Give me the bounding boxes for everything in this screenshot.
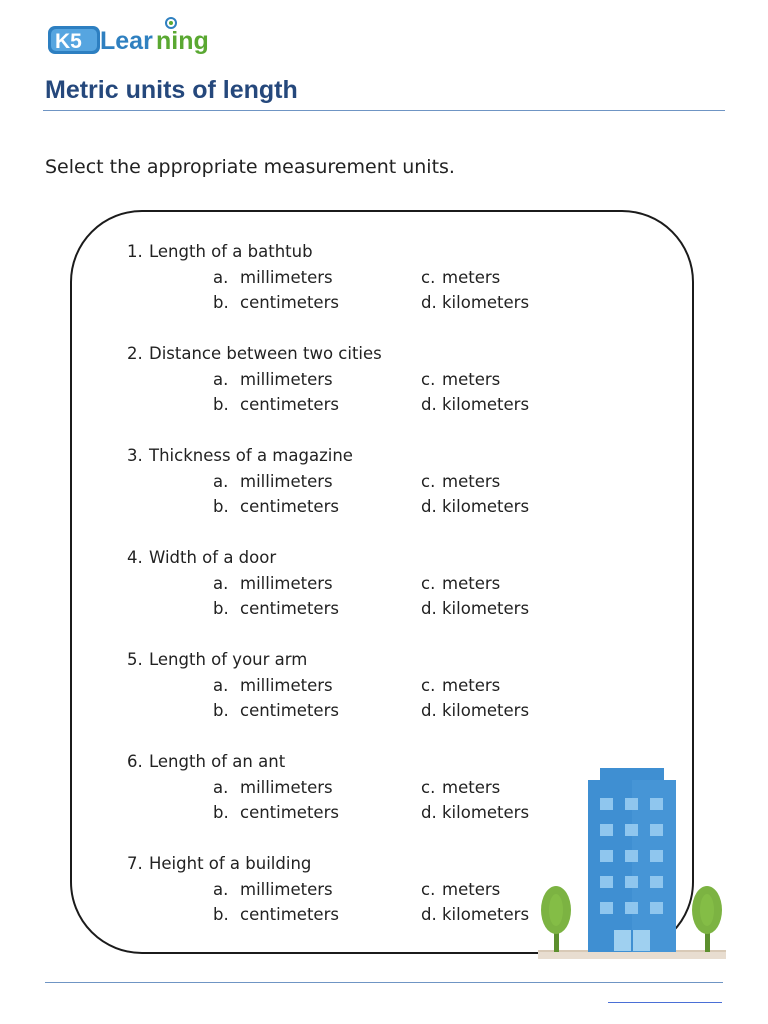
option-text: meters: [442, 472, 501, 491]
option-letter: c.: [421, 778, 436, 797]
option-c: [421, 676, 500, 695]
footer-link-underline[interactable]: [608, 1002, 722, 1003]
option-a: [213, 472, 333, 491]
option-letter: a.: [213, 676, 229, 695]
option-text: meters: [442, 370, 501, 389]
question-prompt: [127, 242, 313, 261]
question-text: Height of a building: [149, 854, 312, 873]
option-c: [421, 574, 500, 593]
option-letter: d.: [421, 293, 437, 312]
option-text: millimeters: [240, 268, 333, 287]
question-prompt: [127, 344, 382, 363]
option-b: [213, 497, 339, 516]
option-text: kilometers: [442, 497, 530, 516]
option-text: kilometers: [442, 803, 530, 822]
question-number: 6.: [127, 752, 143, 771]
option-c: [421, 472, 500, 491]
question-text: Thickness of a magazine: [149, 446, 353, 465]
option-letter: b.: [213, 395, 229, 414]
question-prompt: [127, 854, 311, 873]
option-letter: d.: [421, 905, 437, 924]
question-1: [127, 242, 727, 322]
question-prompt: [127, 752, 285, 771]
option-text: meters: [442, 676, 501, 695]
option-text: millimeters: [240, 676, 333, 695]
question-number: 5.: [127, 650, 143, 669]
option-text: centimeters: [240, 905, 339, 924]
option-text: meters: [442, 880, 501, 899]
building-illustration: [536, 762, 730, 962]
question-prompt: [127, 548, 276, 567]
option-c: [421, 778, 500, 797]
option-letter: c.: [421, 574, 436, 593]
option-letter: d.: [421, 395, 437, 414]
option-text: kilometers: [442, 293, 530, 312]
option-d: [421, 599, 529, 618]
option-letter: b.: [213, 701, 229, 720]
option-b: [213, 803, 339, 822]
option-text: centimeters: [240, 803, 339, 822]
option-letter: a.: [213, 268, 229, 287]
question-5: [127, 650, 727, 730]
option-letter: a.: [213, 370, 229, 389]
option-text: millimeters: [240, 472, 333, 491]
option-letter: c.: [421, 472, 436, 491]
question-number: 3.: [127, 446, 143, 465]
option-text: centimeters: [240, 599, 339, 618]
option-text: centimeters: [240, 497, 339, 516]
option-letter: b.: [213, 497, 229, 516]
option-letter: d.: [421, 803, 437, 822]
option-letter: c.: [421, 370, 436, 389]
option-letter: a.: [213, 472, 229, 491]
option-c: [421, 268, 500, 287]
footer-divider: [45, 982, 723, 983]
question-text: Width of a door: [149, 548, 277, 567]
option-letter: d.: [421, 497, 437, 516]
option-text: millimeters: [240, 880, 333, 899]
option-text: millimeters: [240, 574, 333, 593]
option-letter: b.: [213, 803, 229, 822]
page-title: Metric units of length: [45, 76, 298, 104]
option-letter: c.: [421, 268, 436, 287]
option-c: [421, 880, 500, 899]
option-text: meters: [442, 268, 501, 287]
option-b: [213, 395, 339, 414]
instructions: Select the appropriate measurement units.: [45, 156, 455, 178]
option-letter: a.: [213, 574, 229, 593]
option-d: [421, 803, 529, 822]
option-a: [213, 676, 333, 695]
option-text: millimeters: [240, 370, 333, 389]
question-number: 4.: [127, 548, 143, 567]
question-3: [127, 446, 727, 526]
option-letter: b.: [213, 293, 229, 312]
option-text: kilometers: [442, 701, 530, 720]
question-text: Length of a bathtub: [149, 242, 313, 261]
question-text: Distance between two cities: [149, 344, 382, 363]
option-text: meters: [442, 778, 501, 797]
option-d: [421, 395, 529, 414]
question-text: Length of an ant: [149, 752, 286, 771]
option-letter: c.: [421, 880, 436, 899]
option-text: centimeters: [240, 395, 339, 414]
option-d: [421, 293, 529, 312]
option-text: millimeters: [240, 778, 333, 797]
question-number: 7.: [127, 854, 143, 873]
question-number: 2.: [127, 344, 143, 363]
option-text: meters: [442, 574, 501, 593]
option-letter: a.: [213, 778, 229, 797]
option-d: [421, 497, 529, 516]
option-letter: d.: [421, 701, 437, 720]
option-letter: b.: [213, 599, 229, 618]
question-number: 1.: [127, 242, 143, 261]
svg-text:K5: K5: [55, 30, 82, 53]
option-a: [213, 574, 333, 593]
option-a: [213, 778, 333, 797]
option-b: [213, 701, 339, 720]
option-text: kilometers: [442, 395, 530, 414]
svg-text:Lear: Lear: [100, 27, 153, 55]
question-4: [127, 548, 727, 628]
option-a: [213, 268, 333, 287]
option-letter: b.: [213, 905, 229, 924]
option-b: [213, 905, 339, 924]
svg-text:ning: ning: [156, 27, 209, 55]
option-a: [213, 370, 333, 389]
option-a: [213, 880, 333, 899]
option-text: centimeters: [240, 293, 339, 312]
question-prompt: [127, 446, 353, 465]
question-prompt: [127, 650, 307, 669]
option-text: kilometers: [442, 599, 530, 618]
option-letter: d.: [421, 599, 437, 618]
option-letter: c.: [421, 676, 436, 695]
question-text: Length of your arm: [149, 650, 308, 669]
option-b: [213, 599, 339, 618]
option-letter: a.: [213, 880, 229, 899]
option-text: centimeters: [240, 701, 339, 720]
option-b: [213, 293, 339, 312]
option-c: [421, 370, 500, 389]
option-d: [421, 905, 529, 924]
question-2: [127, 344, 727, 424]
option-d: [421, 701, 529, 720]
option-text: kilometers: [442, 905, 530, 924]
